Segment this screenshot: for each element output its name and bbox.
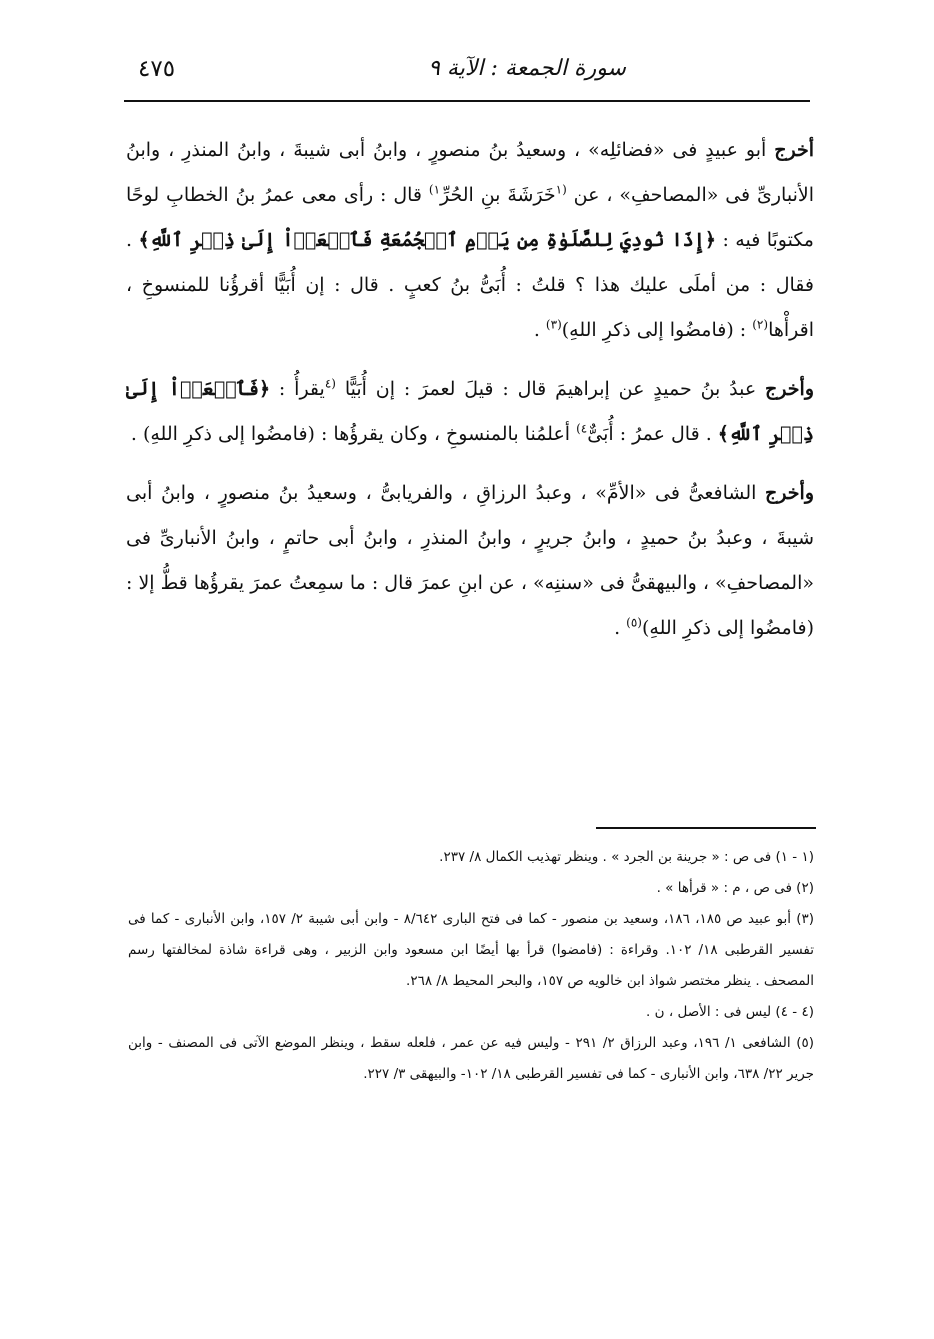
paragraph-lead: وأخرج [765,482,814,504]
footnotes [128,842,814,1090]
running-title: سورة الجمعة : الآية ٩ [428,56,626,81]
footnote-ref: ٤) [576,421,588,436]
paragraph-lead: وأخرج [765,378,814,400]
footnote-1: (١ - ١) فى ص : « جرينة بن الجرد » . وينظر تهذيب الكمال ٨/ ٢٣٧. [439,849,814,865]
footnote-divider [596,827,816,829]
footnote-5: (٥) الشافعى ١/ ١٩٦، وعبد الرزاق ٢/ ٢٩١ - وليس فيه عن عمر ، فلعله سقط ، وينظر الموضع الآتى فى المصنف - وابن جرير ٢٢/ ٦٣٨، وابن الأنبارى - كما فى تفسير القرطبى ١٨/ ١٠٢- والبيهقى ٣/ ٢٢٧. [128,1035,815,1082]
paragraph-2: وأخرج عبدُ بنُ حميدٍ عن إبراهيمَ قال : قيلَ لعمرَ : إن أُبَيًّا $^{(٤}$يقرأُ : ﴿فَٱسۡعَوۡاْ إِلَىٰ ذِكۡرِ ٱللَّهِ﴾ . قال عمرُ : أُبَىٌّ$^{٤)}$ أعلمُنا بالمنسوخِ ، وكان يقرؤُها : (فامضُوا إلى ذكرِ اللهِ) . [126,376,814,445]
paragraph-1: أخرج أبو عبيدٍ فى «فضائلِه» ، وسعيدُ بنُ منصورٍ ، وابنُ أبى شيبةَ ، وابنُ المنذرِ ، وابنُ الأنبارىِّ فى «المصاحفِ» ، عن $^{(١}$خَرَشَةَ بنِ الحُرِّ$^{١)}$ قال : رأى معى عمرُ بنُ الخطابِ لوحًا مكتوبًا فيه : ﴿إِذَا نُودِيَ لِلصَّلَوٰةِ مِن يَوۡمِ ٱلۡجُمُعَةِ فَٱسۡعَوۡاْ إِلَىٰ ذِكۡرِ ٱللَّهِ﴾ . فقال : من أملَى عليك هذا ؟ قلتُ : أُبَىُّ بنُ كعبٍ . قال : إن أُبَيًّا أقرؤُنا للمنسوخِ ، اقرأْها$^{(٢)}$ : (فامضُوا إلى ذكرِ اللهِ)$^{(٣)}$ . [126,139,814,341]
paragraph-lead: أخرج [774,139,814,161]
footnote-ref: (٣) [545,317,562,332]
quran-verse: ﴿فَٱسۡعَوۡاْ إِلَىٰ ذِكۡرِ ٱللَّهِ﴾ [126,378,814,445]
page-header [138,56,796,96]
footnote-ref: (٥) [626,615,642,630]
footnote-ref: (٢) [752,317,769,332]
main-text [126,128,814,665]
footnote-3: (٣) أبو عبيد ص ١٨٥، ١٨٦، وسعيد بن منصور - كما فى فتح البارى ٨/٦٤٢ - وابن أبى شيبة ٢/ ١٥٧، وابن الأنبارى - كما فى تفسير القرطبى ١٨/ ١٠٢. وقراءة : (فامضوا) قرأ بها أيضًا ابن مسعود وابن الزبير ، وهى قراءة شاذة لمخالفتها رسم المصحف . ينظر مختصر شواذ ابن خالويه ص ١٥٧، والبحر المحيط ٨/ ٢٦٨. [128,911,815,989]
header-divider [124,100,810,102]
quran-verse: ﴿إِذَا نُودِيَ لِلصَّلَوٰةِ مِن يَوۡمِ ٱلۡجُمُعَةِ فَٱسۡعَوۡاْ إِلَىٰ ذِكۡرِ ٱللَّهِ﴾ [138,229,717,251]
footnote-4: (٤ - ٤) ليس فى : الأصل ، ن . [646,1004,814,1020]
footnote-ref: ١) [428,182,441,197]
footnote-ref: (٤ [324,376,336,391]
footnote-ref: (١ [555,182,567,197]
paragraph-3: وأخرج الشافعىُّ فى «الأمِّ» ، وعبدُ الرزاقِ ، والفريابىُّ ، وسعيدُ بنُ منصورٍ ، وابنُ أبى شيبةَ ، وعبدُ بنُ حميدٍ ، وابنُ جريرٍ ، وابنُ المنذرِ ، وابنُ أبى حاتمٍ ، وابنُ الأنبارىِّ فى «المصاحفِ» ، والبيهقىُّ فى «سننِه» ، عن ابنِ عمرَ قال : ما سمِعتُ عمرَ يقرؤُها قطُّ إلا : (فامضُوا إلى ذكرِ اللهِ)$^{(٥)}$ . [126,482,814,639]
page-number: ٤٧٥ [138,56,176,82]
footnote-2: (٢) فى ص ، م : « قرأها » . [656,880,814,896]
